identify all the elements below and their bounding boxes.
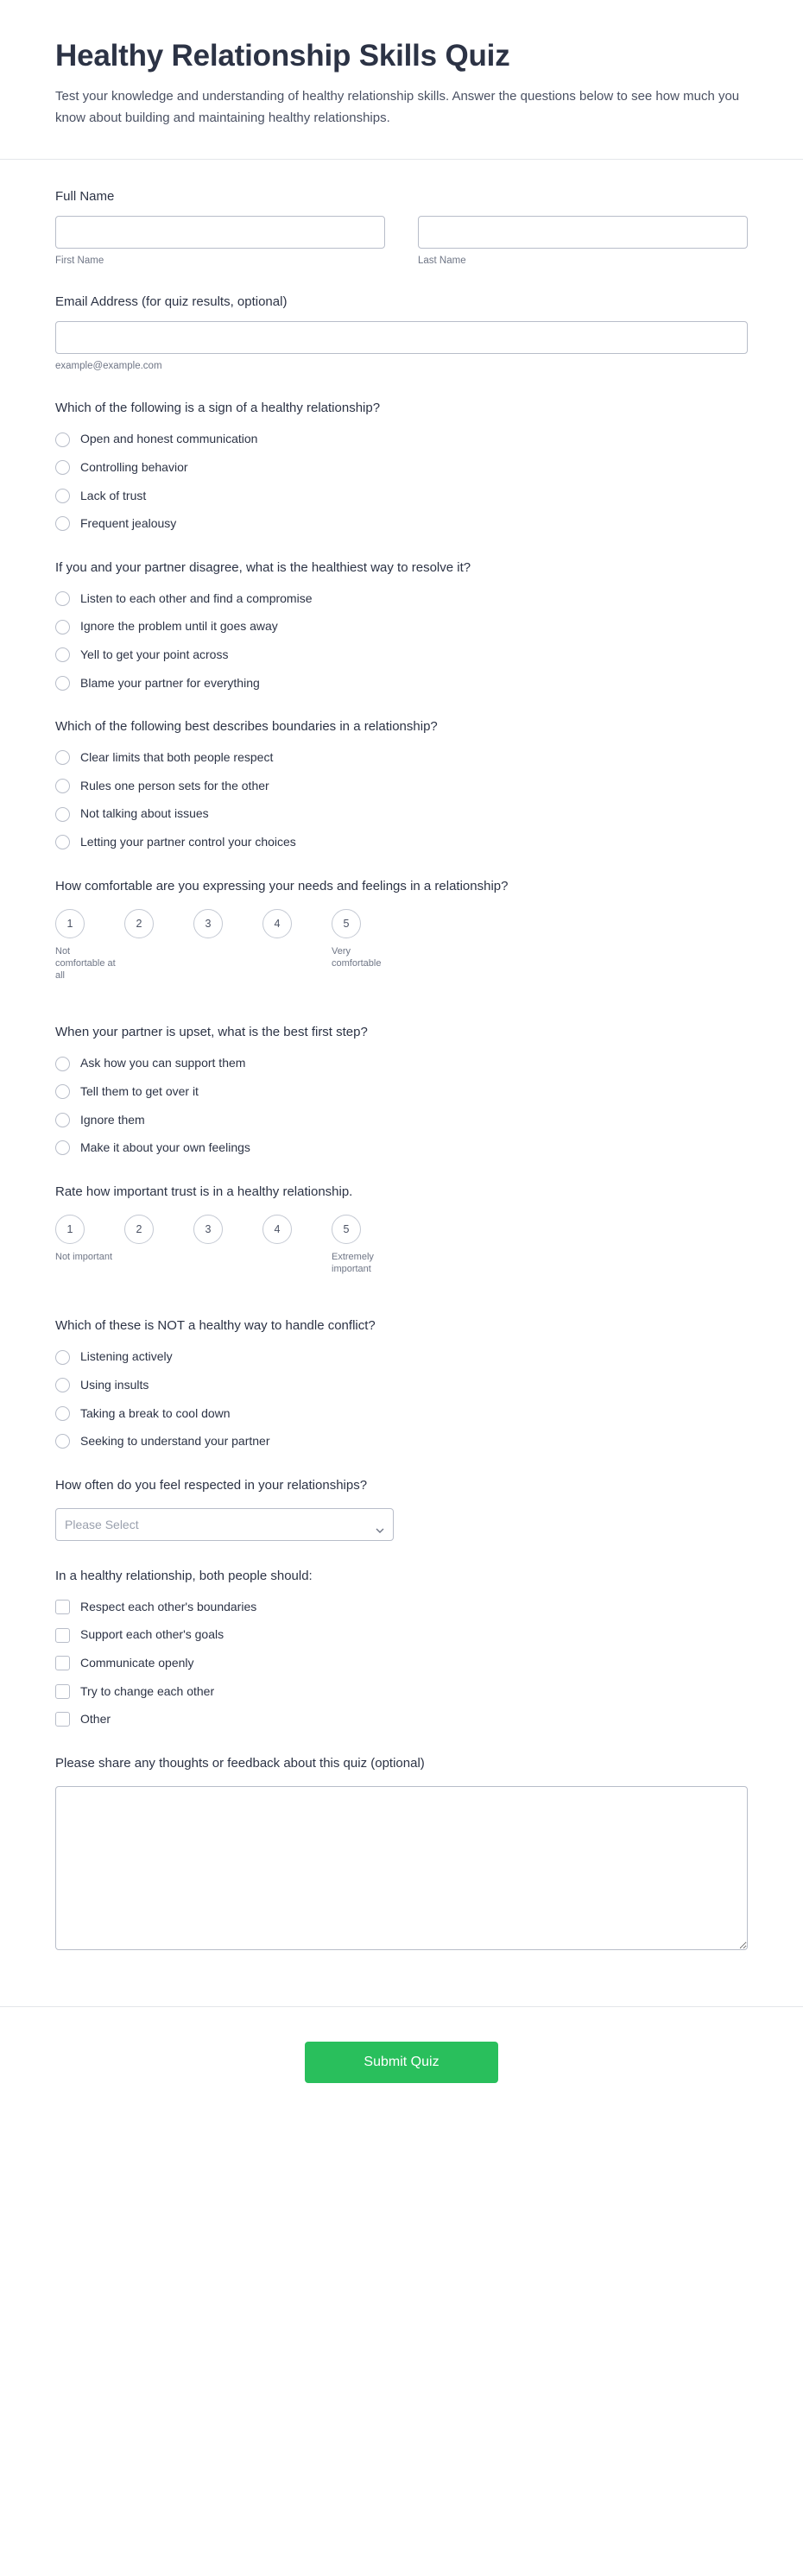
question-1-options (55, 431, 748, 532)
first-name-sublabel: First Name (55, 255, 104, 266)
respect-frequency-select[interactable] (55, 1508, 394, 1541)
radio-option-label: Make it about your own feelings (80, 1140, 250, 1155)
checkbox-option-other[interactable] (55, 1711, 748, 1728)
radio-option[interactable] (55, 1140, 748, 1157)
question-9 (55, 1567, 748, 1728)
question-5-options (55, 1055, 748, 1156)
radio-option-label: Ask how you can support them (80, 1056, 246, 1070)
radio-option-label: Taking a break to cool down (80, 1405, 231, 1420)
radio-icon[interactable] (55, 516, 70, 531)
radio-icon[interactable] (55, 1057, 70, 1071)
question-7-options (55, 1348, 748, 1449)
form-footer (0, 2006, 803, 2125)
email-label: Email Address (for quiz results, optional) (55, 294, 288, 310)
radio-icon[interactable] (55, 647, 70, 662)
form-body (0, 160, 803, 2006)
radio-icon[interactable] (55, 620, 70, 635)
form-description: Test your knowledge and understanding of healthy relationship skills. Answer the questions below to see how much you know about building and maintaining healthy relationships. (55, 89, 740, 125)
scale-item[interactable] (55, 1215, 124, 1276)
radio-option-label: Seeking to understand your partner (80, 1434, 270, 1449)
radio-icon[interactable] (55, 1084, 70, 1099)
question-6-scale (55, 1215, 748, 1276)
radio-option[interactable] (55, 1055, 748, 1072)
question-5-label: When your partner is upset, what is the best first step? (55, 1025, 368, 1040)
radio-option[interactable] (55, 431, 748, 448)
question-7-label: Which of these is NOT a healthy way to handle conflict? (55, 1318, 376, 1334)
field-full-name (55, 187, 748, 268)
radio-option-label: Listening actively (80, 1349, 173, 1364)
question-8 (55, 1476, 748, 1541)
scale-caption-low: Not important (55, 1251, 113, 1262)
question-3-options (55, 749, 748, 850)
radio-option[interactable] (55, 1377, 748, 1394)
question-4-scale (55, 909, 748, 982)
radio-icon[interactable] (55, 1406, 70, 1421)
scale-item[interactable] (55, 909, 124, 982)
radio-option[interactable] (55, 1083, 748, 1101)
radio-option-label: Tell them to get over it (80, 1083, 199, 1098)
radio-icon[interactable] (55, 779, 70, 793)
scale-circle[interactable]: 3 (193, 909, 223, 938)
radio-icon[interactable] (55, 591, 70, 606)
checkbox-option-label: Try to change each other (80, 1683, 215, 1698)
scale-caption-high: Very comfortable (332, 945, 382, 969)
scale-circle[interactable]: 2 (124, 1215, 154, 1244)
form-header (0, 0, 803, 160)
radio-option[interactable] (55, 647, 748, 664)
email-field[interactable] (55, 321, 748, 354)
radio-option-label: Frequent jealousy (80, 516, 177, 531)
question-9-options (55, 1599, 748, 1728)
radio-option[interactable] (55, 590, 748, 608)
radio-option-label: Lack of trust (80, 488, 147, 502)
question-10-label: Please share any thoughts or feedback about this quiz (optional) (55, 1755, 425, 1771)
question-2 (55, 559, 748, 691)
checkbox-option-label: Other (80, 1712, 111, 1727)
scale-caption-low: Not comfortable at all (55, 945, 116, 982)
radio-option[interactable] (55, 805, 748, 823)
question-10 (55, 1754, 748, 1954)
radio-icon[interactable] (55, 489, 70, 503)
radio-option[interactable] (55, 618, 748, 635)
field-email (55, 293, 748, 373)
scale-item[interactable] (193, 1215, 262, 1276)
checkbox-icon[interactable] (55, 1628, 70, 1643)
scale-item[interactable] (332, 909, 401, 982)
radio-icon[interactable] (55, 1113, 70, 1127)
radio-icon[interactable] (55, 460, 70, 475)
radio-option[interactable] (55, 675, 748, 692)
checkbox-option[interactable] (55, 1599, 748, 1616)
radio-icon[interactable] (55, 1140, 70, 1155)
radio-option[interactable] (55, 1112, 748, 1129)
scale-circle[interactable]: 5 (332, 1215, 361, 1244)
email-sublabel: example@example.com (55, 361, 162, 372)
submit-button[interactable]: Submit Quiz (305, 2042, 498, 2083)
radio-option-label: Yell to get your point across (80, 647, 229, 661)
radio-option[interactable] (55, 834, 748, 851)
scale-circle[interactable]: 3 (193, 1215, 223, 1244)
scale-caption-high: Extremely important (332, 1251, 374, 1275)
radio-option[interactable] (55, 515, 748, 533)
radio-option[interactable] (55, 778, 748, 795)
radio-option-label: Controlling behavior (80, 459, 188, 474)
scale-item[interactable] (193, 909, 262, 982)
question-7 (55, 1316, 748, 1449)
first-name-input[interactable] (55, 216, 385, 249)
radio-option-label: Rules one person sets for the other (80, 778, 269, 792)
scale-circle[interactable]: 4 (262, 909, 292, 938)
question-1-label: Which of the following is a sign of a healthy relationship? (55, 401, 381, 416)
scale-circle[interactable]: 1 (55, 1215, 85, 1244)
radio-option[interactable] (55, 1348, 748, 1366)
radio-icon[interactable] (55, 1378, 70, 1392)
feedback-textarea[interactable] (55, 1786, 748, 1950)
radio-icon[interactable] (55, 807, 70, 822)
question-6-label: Rate how important trust is in a healthy relationship. (55, 1184, 353, 1199)
question-3 (55, 717, 748, 850)
radio-option[interactable] (55, 749, 748, 767)
checkbox-option-label: Communicate openly (80, 1655, 194, 1670)
last-name-sublabel: Last Name (418, 255, 466, 266)
question-5 (55, 1023, 748, 1156)
radio-icon[interactable] (55, 676, 70, 691)
last-name-input[interactable] (418, 216, 748, 249)
radio-icon[interactable] (55, 835, 70, 849)
question-9-label: In a healthy relationship, both people should: (55, 1568, 313, 1583)
checkbox-option[interactable] (55, 1655, 748, 1672)
question-2-label: If you and your partner disagree, what is the healthiest way to resolve it? (55, 559, 471, 575)
radio-option-label: Ignore them (80, 1112, 145, 1127)
checkbox-option[interactable] (55, 1626, 748, 1644)
radio-option[interactable] (55, 1405, 748, 1423)
checkbox-option-label: Respect each other's boundaries (80, 1599, 257, 1613)
scale-item[interactable] (124, 1215, 193, 1276)
scale-circle[interactable]: 1 (55, 909, 85, 938)
scale-item[interactable] (124, 909, 193, 982)
radio-option[interactable] (55, 488, 748, 505)
page-title: Healthy Relationship Skills Quiz (55, 39, 510, 73)
radio-icon[interactable] (55, 750, 70, 765)
checkbox-icon[interactable] (55, 1600, 70, 1614)
question-3-label: Which of the following best describes boundaries in a relationship? (55, 719, 438, 735)
radio-option-label: Clear limits that both people respect (80, 750, 274, 765)
scale-item[interactable] (262, 1215, 332, 1276)
radio-icon[interactable] (55, 432, 70, 447)
checkbox-icon[interactable] (55, 1656, 70, 1670)
radio-option-label: Using insults (80, 1377, 149, 1392)
checkbox-option[interactable] (55, 1683, 748, 1701)
radio-option[interactable] (55, 459, 748, 477)
checkbox-option-label: Support each other's goals (80, 1627, 224, 1642)
scale-circle[interactable]: 5 (332, 909, 361, 938)
scale-item[interactable] (262, 909, 332, 982)
radio-option-label: Open and honest communication (80, 432, 258, 446)
scale-circle[interactable]: 2 (124, 909, 154, 938)
question-4 (55, 877, 748, 982)
question-1 (55, 399, 748, 532)
radio-option-label: Letting your partner control your choices (80, 834, 296, 849)
radio-option-label: Ignore the problem until it goes away (80, 619, 278, 634)
radio-option-label: Blame your partner for everything (80, 675, 260, 690)
scale-circle[interactable]: 4 (262, 1215, 292, 1244)
question-6 (55, 1183, 748, 1276)
question-4-label: How comfortable are you expressing your needs and feelings in a relationship? (55, 878, 509, 893)
checkbox-icon[interactable] (55, 1684, 70, 1699)
radio-icon[interactable] (55, 1350, 70, 1365)
question-2-options (55, 590, 748, 691)
radio-option-label: Not talking about issues (80, 806, 209, 821)
scale-item[interactable] (332, 1215, 401, 1276)
first-name-group (55, 216, 385, 268)
last-name-group (418, 216, 748, 268)
radio-icon[interactable] (55, 1434, 70, 1449)
radio-option-label: Listen to each other and find a compromise (80, 590, 313, 605)
radio-option[interactable] (55, 1433, 748, 1450)
full-name-label: Full Name (55, 188, 115, 204)
question-8-label: How often do you feel respected in your relationships? (55, 1477, 368, 1493)
checkbox-icon[interactable] (55, 1712, 70, 1727)
